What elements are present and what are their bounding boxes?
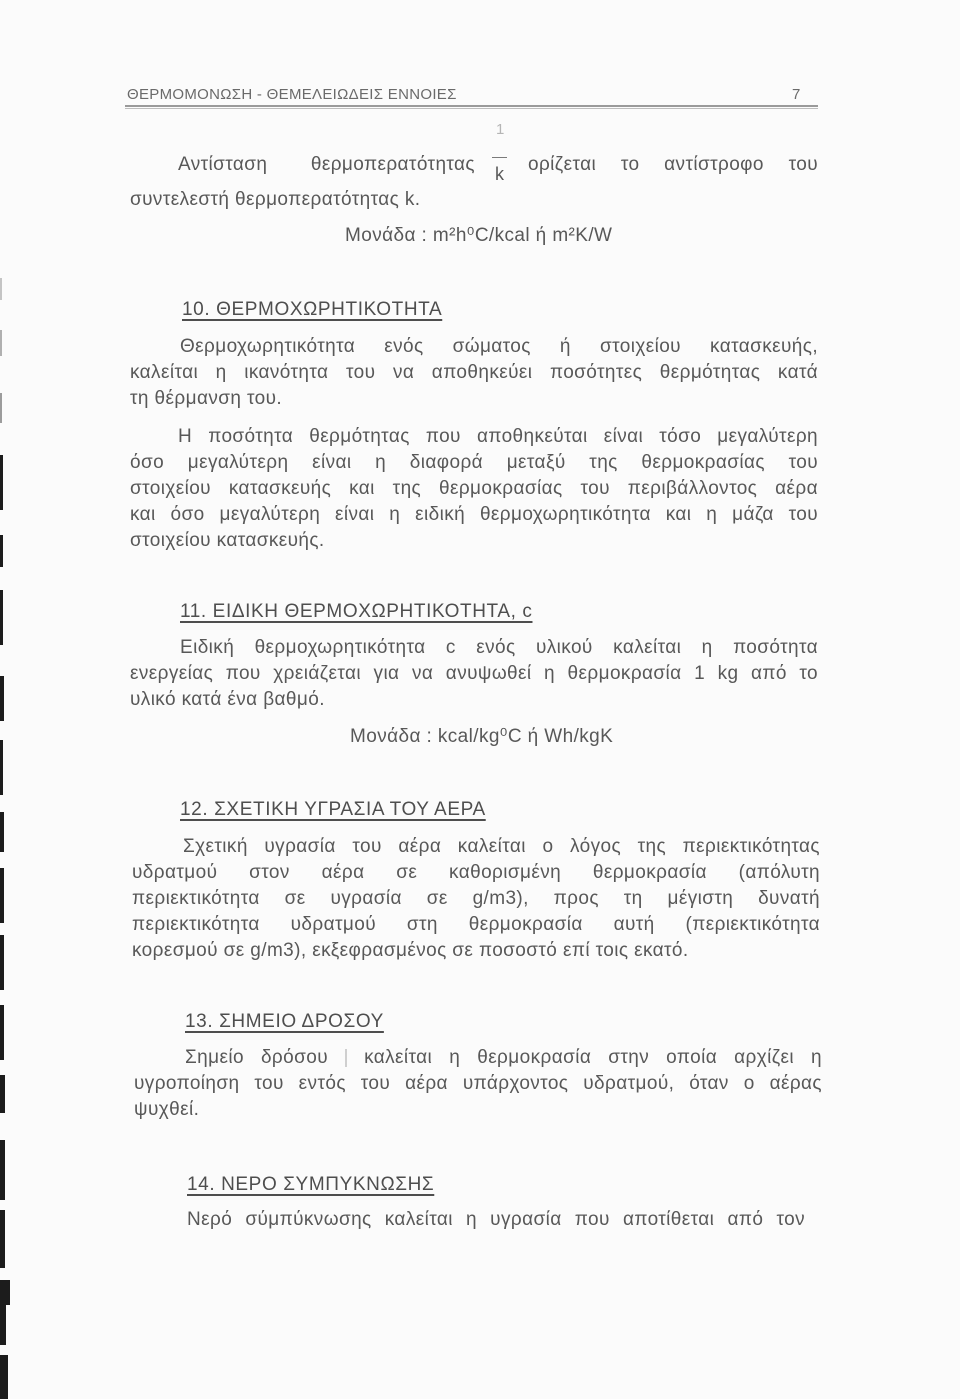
paragraph-line: κορεσμού σε g/m3), εκξεφρασμένος σε ποσοστό επί τοις εκατό.: [132, 940, 689, 961]
paragraph: [130, 424, 818, 554]
intro-line-end: ορίζεται το αντίστροφο του: [528, 154, 818, 175]
scan-edge-mark: [0, 1075, 5, 1113]
scan-edge-mark: [0, 676, 4, 721]
paragraph-line: Σχετική υγρασία του αέρα καλείται ο λόγος της περιεκτικότητας: [183, 836, 820, 857]
scan-edge-mark: [0, 1305, 6, 1345]
scan-edge-mark: [0, 330, 2, 356]
faint-symbol-mark: [345, 1049, 347, 1067]
fraction-bar: [492, 157, 507, 158]
paragraph-line: περιεκτικότητα σε υγρασία σε g/m3), προς τη μέγιστη δυνατή: [132, 888, 820, 909]
paragraph-line: Η ποσότητα θερμότητας που αποθηκεύται είναι τόσο μεγαλύτερη: [178, 426, 818, 447]
section-heading: 12. ΣΧΕΤΙΚΗ ΥΓΡΑΣΙΑ ΤΟΥ ΑΕΡΑ: [180, 799, 486, 820]
scan-edge-mark: [0, 1210, 5, 1268]
paragraph-line: όσο μεγαλύτερη είναι η διαφορά μεταξύ της θερμοκρασίας του: [130, 452, 818, 473]
scan-edge-mark: [0, 278, 2, 300]
paragraph-line: Ειδική θερμοχωρητικότητα c ενός υλικού καλείται η ποσότητα: [180, 637, 818, 658]
paragraph-line: [134, 1045, 822, 1071]
scan-edge-mark: [0, 868, 4, 923]
scan-edge-mark: [0, 812, 4, 852]
paragraph-line: περιεκτικότητα υδρατμού στη θερμοκρασία αυτή (περιεκτικότητα: [132, 914, 820, 935]
scan-edge-mark: [0, 1005, 4, 1060]
line-text: καλείται η θερμοκρασία στην οποία αρχίζει η: [364, 1047, 822, 1068]
scan-edge-mark: [0, 590, 3, 645]
header-rule: [125, 105, 818, 109]
fraction-denominator: k: [495, 164, 504, 184]
scan-edge-mark: [0, 535, 3, 567]
paragraph-line: στοιχείου κατασκευής και της θερμοκρασίας του περιβάλλοντος αέρα: [130, 478, 818, 499]
paragraph-line: Νερό σύμπύκνωσης καλείται η υγρασία που αποτίθεται από τον: [187, 1209, 805, 1230]
unit-line: Μονάδα : kcal/kg⁰C ή Wh/kgK: [350, 726, 614, 747]
section-heading: 11. ΕΙΔΙΚΗ ΘΕΡΜΟΧΩΡΗΤΙΚΟΤΗΤΑ, c: [180, 601, 533, 622]
scan-edge-mark: [0, 1280, 10, 1305]
paragraph-line: και όσο μεγαλύτερη είναι η ειδική θερμοχωρητικότητα και η μάζα του: [130, 504, 818, 525]
scan-edge-mark: [0, 1140, 5, 1200]
intro-line-2: συντελεστή θερμοπερατότητας k.: [130, 189, 421, 210]
scan-edge-mark: [0, 393, 2, 423]
fraction-numerator: 1: [496, 121, 505, 138]
paragraph-line: υγροποίηση του εντός του αέρα υπάρχοντος υδρατμού, όταν ο αέρας: [134, 1073, 822, 1094]
scan-edge-mark: [0, 455, 3, 510]
line-text: Σημείο δρόσου: [185, 1047, 328, 1068]
section-heading: 13. ΣΗΜΕΙΟ ΔΡΟΣΟΥ: [185, 1011, 384, 1032]
intro-line-start: Αντίσταση θερμοπερατότητας: [178, 154, 475, 175]
scan-edge-mark: [0, 1355, 8, 1399]
paragraph: [187, 1207, 805, 1233]
paragraph-line: υδρατμού στον αέρα σε καθορισμένη θερμοκρασία (απόλυτη: [132, 862, 820, 883]
paragraph-line: ψυχθεί.: [134, 1099, 200, 1120]
page-number: 7: [792, 86, 801, 103]
paragraph-line: ενεργείας που χρειάζεται για να ανυψωθεί η θερμοκρασία 1 kg από το: [130, 663, 818, 684]
paragraph-line: τη θέρμανση του.: [130, 388, 283, 409]
section-heading: 14. ΝΕΡΟ ΣΥΜΠΥΚΝΩΣΗΣ: [187, 1174, 435, 1195]
paragraph: [130, 334, 818, 412]
paragraph: [134, 1045, 822, 1123]
scan-edge-mark: [0, 935, 4, 990]
paragraph-line: Θερμοχωρητικότητα ενός σώματος ή στοιχείου κατασκευής,: [180, 336, 818, 357]
scan-edge-mark: [0, 740, 3, 795]
paragraph-line: υλικό κατά ένα βαθμό.: [130, 689, 325, 710]
paragraph: [130, 635, 818, 713]
paragraph-line: στοιχείου κατασκευής.: [130, 530, 325, 551]
unit-line: Μονάδα : m²h⁰C/kcal ή m²K/W: [345, 225, 613, 246]
paragraph-line: καλείται η ικανότητα του να αποθηκεύει ποσότητες θερμότητας κατά: [130, 362, 818, 383]
section-heading: 10. ΘΕΡΜΟΧΩΡΗΤΙΚΟΤΗΤΑ: [182, 299, 443, 320]
running-header-title: ΘΕΡΜΟΜΟΝΩΣΗ - ΘΕΜΕΛΕΙΩΔΕΙΣ ΕΝΝΟΙΕΣ: [127, 86, 457, 103]
paragraph: [132, 834, 820, 964]
